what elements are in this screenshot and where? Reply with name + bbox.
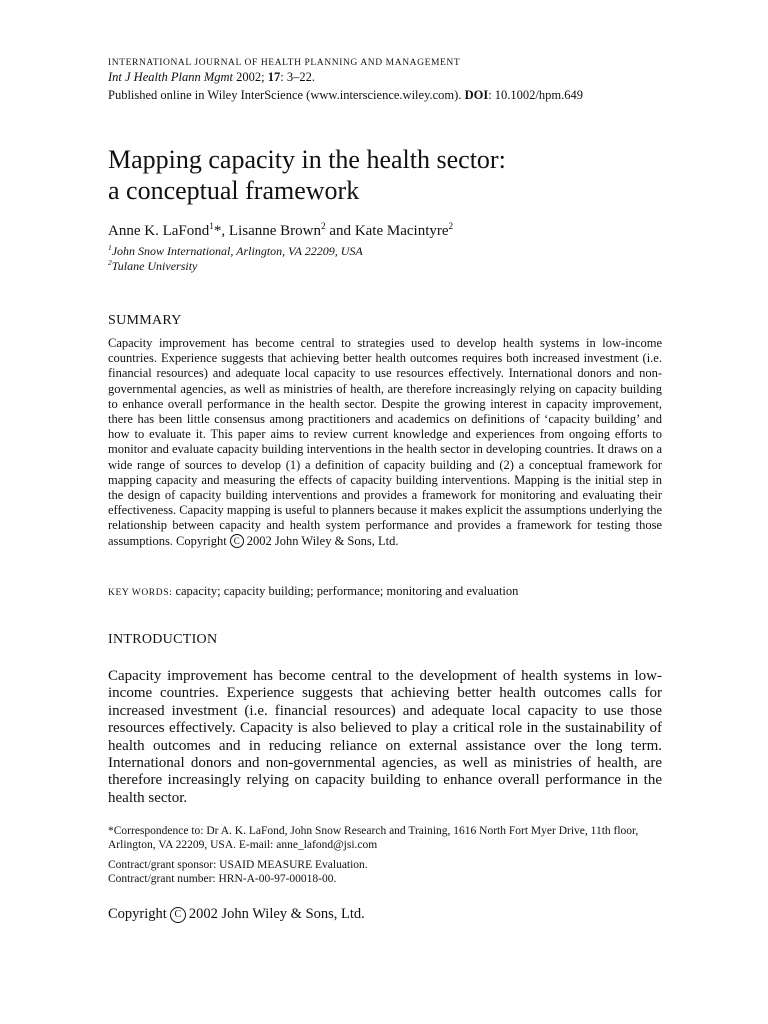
introduction-heading: INTRODUCTION: [108, 632, 218, 647]
author-list: [108, 222, 662, 240]
affiliation-text: John Snow International, Arlington, VA 22209, USA: [111, 244, 363, 258]
keywords-label: KEY WORDS:: [108, 588, 173, 598]
affiliation-number: 2: [108, 258, 112, 267]
journal-name: INTERNATIONAL JOURNAL OF HEALTH PLANNING AND MANAGEMENT: [108, 58, 461, 68]
citation-volume: 17: [267, 70, 281, 84]
title-line-1: Mapping capacity in the health sector:: [108, 145, 506, 174]
affiliation-number: 1: [108, 243, 112, 252]
article-title: [108, 144, 662, 206]
grant-sponsor-footnote: Contract/grant sponsor: USAID MEASURE Evaluation.: [108, 859, 368, 871]
doi-value: : 10.1002/hpm.649: [488, 88, 583, 102]
copyright-word: Copyright: [108, 906, 167, 922]
keywords-list: capacity; capacity building; performance; monitoring and evaluation: [175, 584, 519, 598]
summary-heading: SUMMARY: [108, 313, 182, 328]
grant-number-footnote: Contract/grant number: HRN-A-00-97-00018-00.: [108, 873, 337, 885]
citation-pages: : 3–22.: [280, 70, 315, 84]
doi-label: DOI: [464, 88, 489, 102]
page-copyright: [108, 905, 662, 923]
publication-info: [108, 88, 662, 103]
affiliation: [108, 245, 662, 258]
citation-journal: Int J Health Plann Mgmt: [108, 70, 233, 84]
affiliation-text: Tulane University: [111, 259, 198, 273]
published-online: Published online in Wiley InterScience (www.interscience.wiley.com).: [108, 88, 462, 102]
keywords: [108, 584, 662, 601]
author-affiliation-ref: 2: [448, 222, 454, 232]
author-separator: and: [325, 223, 355, 239]
summary-copyright: 2002 John Wiley & Sons, Ltd.: [246, 533, 399, 548]
affiliation: [108, 260, 662, 273]
summary-text: [108, 336, 662, 549]
author-name: Lisanne Brown: [228, 223, 321, 239]
title-line-2: a conceptual framework: [108, 176, 360, 205]
copyright-icon: C: [230, 534, 244, 548]
author-name: Kate Macintyre: [354, 223, 449, 239]
summary-body: Capacity improvement has become central to strategies used to develop health systems in low-income countries. Experience suggests that achieving better health outcomes requires both increased investment (i.e. financial resources) and adequate local capacity to use resources effectively. International donors and non-governmental agencies, as well as ministries of health, are therefore increasingly relying on capacity building to enhance overall performance in the health sector. Despite the growing interest in capacity improvement, there has been little consensus among practitioners and academics on definitions of ‘capacity building’ and how to evaluate it. This paper aims to review current knowledge and experiences from ongoing efforts to monitor and evaluate capacity building interventions in the health sector in developing countries. It draws on a wide range of sources to develop (1) a definition of capacity building and (2) a conceptual framework for mapping capacity and measuring the effects of capacity building interventions. Mapping is the initial step in the design of capacity building interventions and provides a framework for monitoring and evaluating their effectiveness. Capacity mapping is useful to planners because it makes explicit the assumptions underlying the relationship between capacity and health system performance and provides a framework for testing those assumptions. Copyright: [108, 336, 662, 548]
author-affiliation-ref: 1: [209, 222, 214, 232]
journal-citation: [108, 70, 662, 85]
introduction-text: Capacity improvement has become central to the development of health systems in low-income countries. Experience suggests that achieving better health outcomes calls for increased investment (i.e. financial resources) and adequate local capacity to use those resources effectively. Capacity is also believed to play a critical role in the sustainability of health outcomes and in reducing reliance on external assistance over the long term. International donors and non-governmental agencies, as well as ministries of health, are therefore increasingly relying on capacity building to enhance overall performance in the health sector.: [108, 668, 662, 806]
author-affiliation-ref: 2: [320, 222, 326, 232]
copyright-text: 2002 John Wiley & Sons, Ltd.: [188, 906, 365, 922]
correspondence-mark: *: [213, 223, 222, 239]
citation-year: 2002;: [236, 70, 265, 84]
author-name: Anne K. LaFond: [108, 223, 210, 239]
correspondence-footnote: *Correspondence to: Dr A. K. LaFond, John Snow Research and Training, 1616 North Fort Myer Drive, 11th floor, Arlington, VA 22209, USA. E-mail: anne_lafond@jsi.com: [108, 825, 639, 851]
author-separator: ,: [221, 223, 229, 239]
copyright-icon: C: [170, 907, 186, 923]
